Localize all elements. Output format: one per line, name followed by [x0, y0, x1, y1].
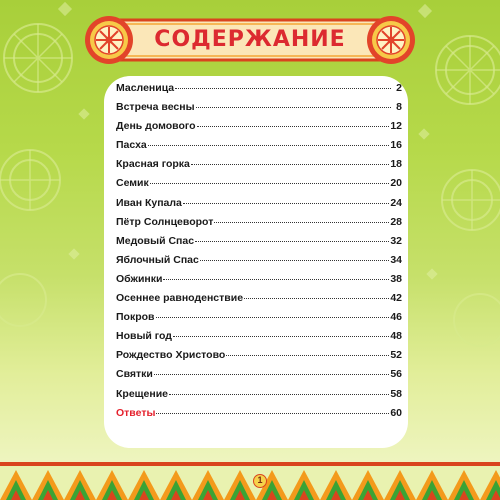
dot-leader — [156, 317, 390, 318]
toc-entry[interactable] — [116, 101, 402, 120]
toc-entry-title: Обжинки — [116, 272, 163, 285]
toc-entry[interactable] — [116, 82, 402, 101]
toc-entry-title: Яблочный Спас — [116, 253, 199, 266]
toc-entry-title: Святки — [116, 368, 153, 381]
dot-leader — [173, 336, 389, 337]
toc-entry-page: 42 — [390, 292, 402, 305]
toc-entry-page: 18 — [390, 158, 402, 171]
zigzag-ornament — [0, 462, 500, 500]
toc-entry[interactable] — [116, 235, 402, 254]
dot-leader — [200, 260, 389, 261]
toc-entry-answers[interactable] — [116, 407, 402, 426]
toc-entry-page: 58 — [390, 387, 402, 400]
toc-entry-title: Покров — [116, 311, 155, 324]
toc-entry-page: 32 — [390, 234, 402, 247]
toc-entry-page: 52 — [390, 349, 402, 362]
toc-entry[interactable] — [116, 197, 402, 216]
dot-leader — [195, 241, 389, 242]
toc-entry[interactable] — [116, 216, 402, 235]
toc-entry[interactable] — [116, 368, 402, 387]
toc-entry[interactable] — [116, 120, 402, 139]
page-title: СОДЕРЖАНИЕ — [154, 27, 346, 52]
toc-entry-page: 48 — [390, 330, 402, 343]
toc-entry-title: Семик — [116, 177, 149, 190]
toc-entry[interactable] — [116, 330, 402, 349]
toc-entry-title: Пасха — [116, 139, 147, 152]
dot-leader — [196, 107, 391, 108]
toc-entry-title: Осеннее равноденствие — [116, 292, 244, 305]
dot-leader — [244, 298, 389, 299]
toc-entry-title: День домового — [116, 120, 196, 133]
toc-entry[interactable] — [116, 388, 402, 407]
toc-entry[interactable] — [116, 311, 402, 330]
dot-leader — [214, 222, 389, 223]
dot-leader — [148, 145, 390, 146]
toc-entry[interactable] — [116, 273, 402, 292]
toc-entry-page: 60 — [390, 406, 402, 419]
table-of-contents — [116, 82, 402, 426]
dot-leader — [175, 88, 391, 89]
toc-entry[interactable] — [116, 349, 402, 368]
dot-leader — [226, 355, 389, 356]
toc-entry-title: Масленица — [116, 82, 175, 94]
dot-leader — [169, 394, 389, 395]
toc-entry-page: 8 — [396, 101, 402, 114]
dot-leader — [163, 279, 389, 280]
toc-entry-title: Встреча весны — [116, 101, 195, 114]
toc-entry[interactable] — [116, 177, 402, 196]
toc-entry-page: 2 — [396, 82, 402, 94]
toc-entry-page: 16 — [390, 139, 402, 152]
dot-leader — [156, 413, 389, 414]
toc-entry-page: 24 — [390, 196, 402, 209]
toc-entry-title: Новый год — [116, 330, 172, 343]
toc-entry-title: Иван Купала — [116, 196, 182, 209]
toc-entry-title: Медовый Спас — [116, 234, 195, 247]
toc-entry-title: Рождество Христово — [116, 349, 226, 362]
toc-entry-page: 28 — [390, 215, 402, 228]
dot-leader — [197, 126, 390, 127]
toc-entry-page: 38 — [390, 272, 402, 285]
toc-entry-title: Крещение — [116, 387, 168, 400]
toc-entry[interactable] — [116, 139, 402, 158]
toc-entry-title: Красная горка — [116, 158, 190, 171]
dot-leader — [154, 374, 389, 375]
page-number-badge: 1 — [253, 474, 267, 488]
toc-entry-title: Пётр Солнцеворот — [116, 215, 214, 228]
toc-entry-page: 34 — [390, 253, 402, 266]
toc-entry-page: 12 — [390, 120, 402, 133]
toc-entry[interactable] — [116, 158, 402, 177]
toc-entry-title: Ответы — [116, 406, 156, 419]
dot-leader — [191, 164, 389, 165]
toc-entry-page: 56 — [390, 368, 402, 381]
dot-leader — [183, 203, 389, 204]
dot-leader — [150, 183, 390, 184]
toc-entry[interactable] — [116, 254, 402, 273]
toc-entry[interactable] — [116, 292, 402, 311]
toc-entry-page: 46 — [390, 311, 402, 324]
toc-entry-page: 20 — [390, 177, 402, 190]
